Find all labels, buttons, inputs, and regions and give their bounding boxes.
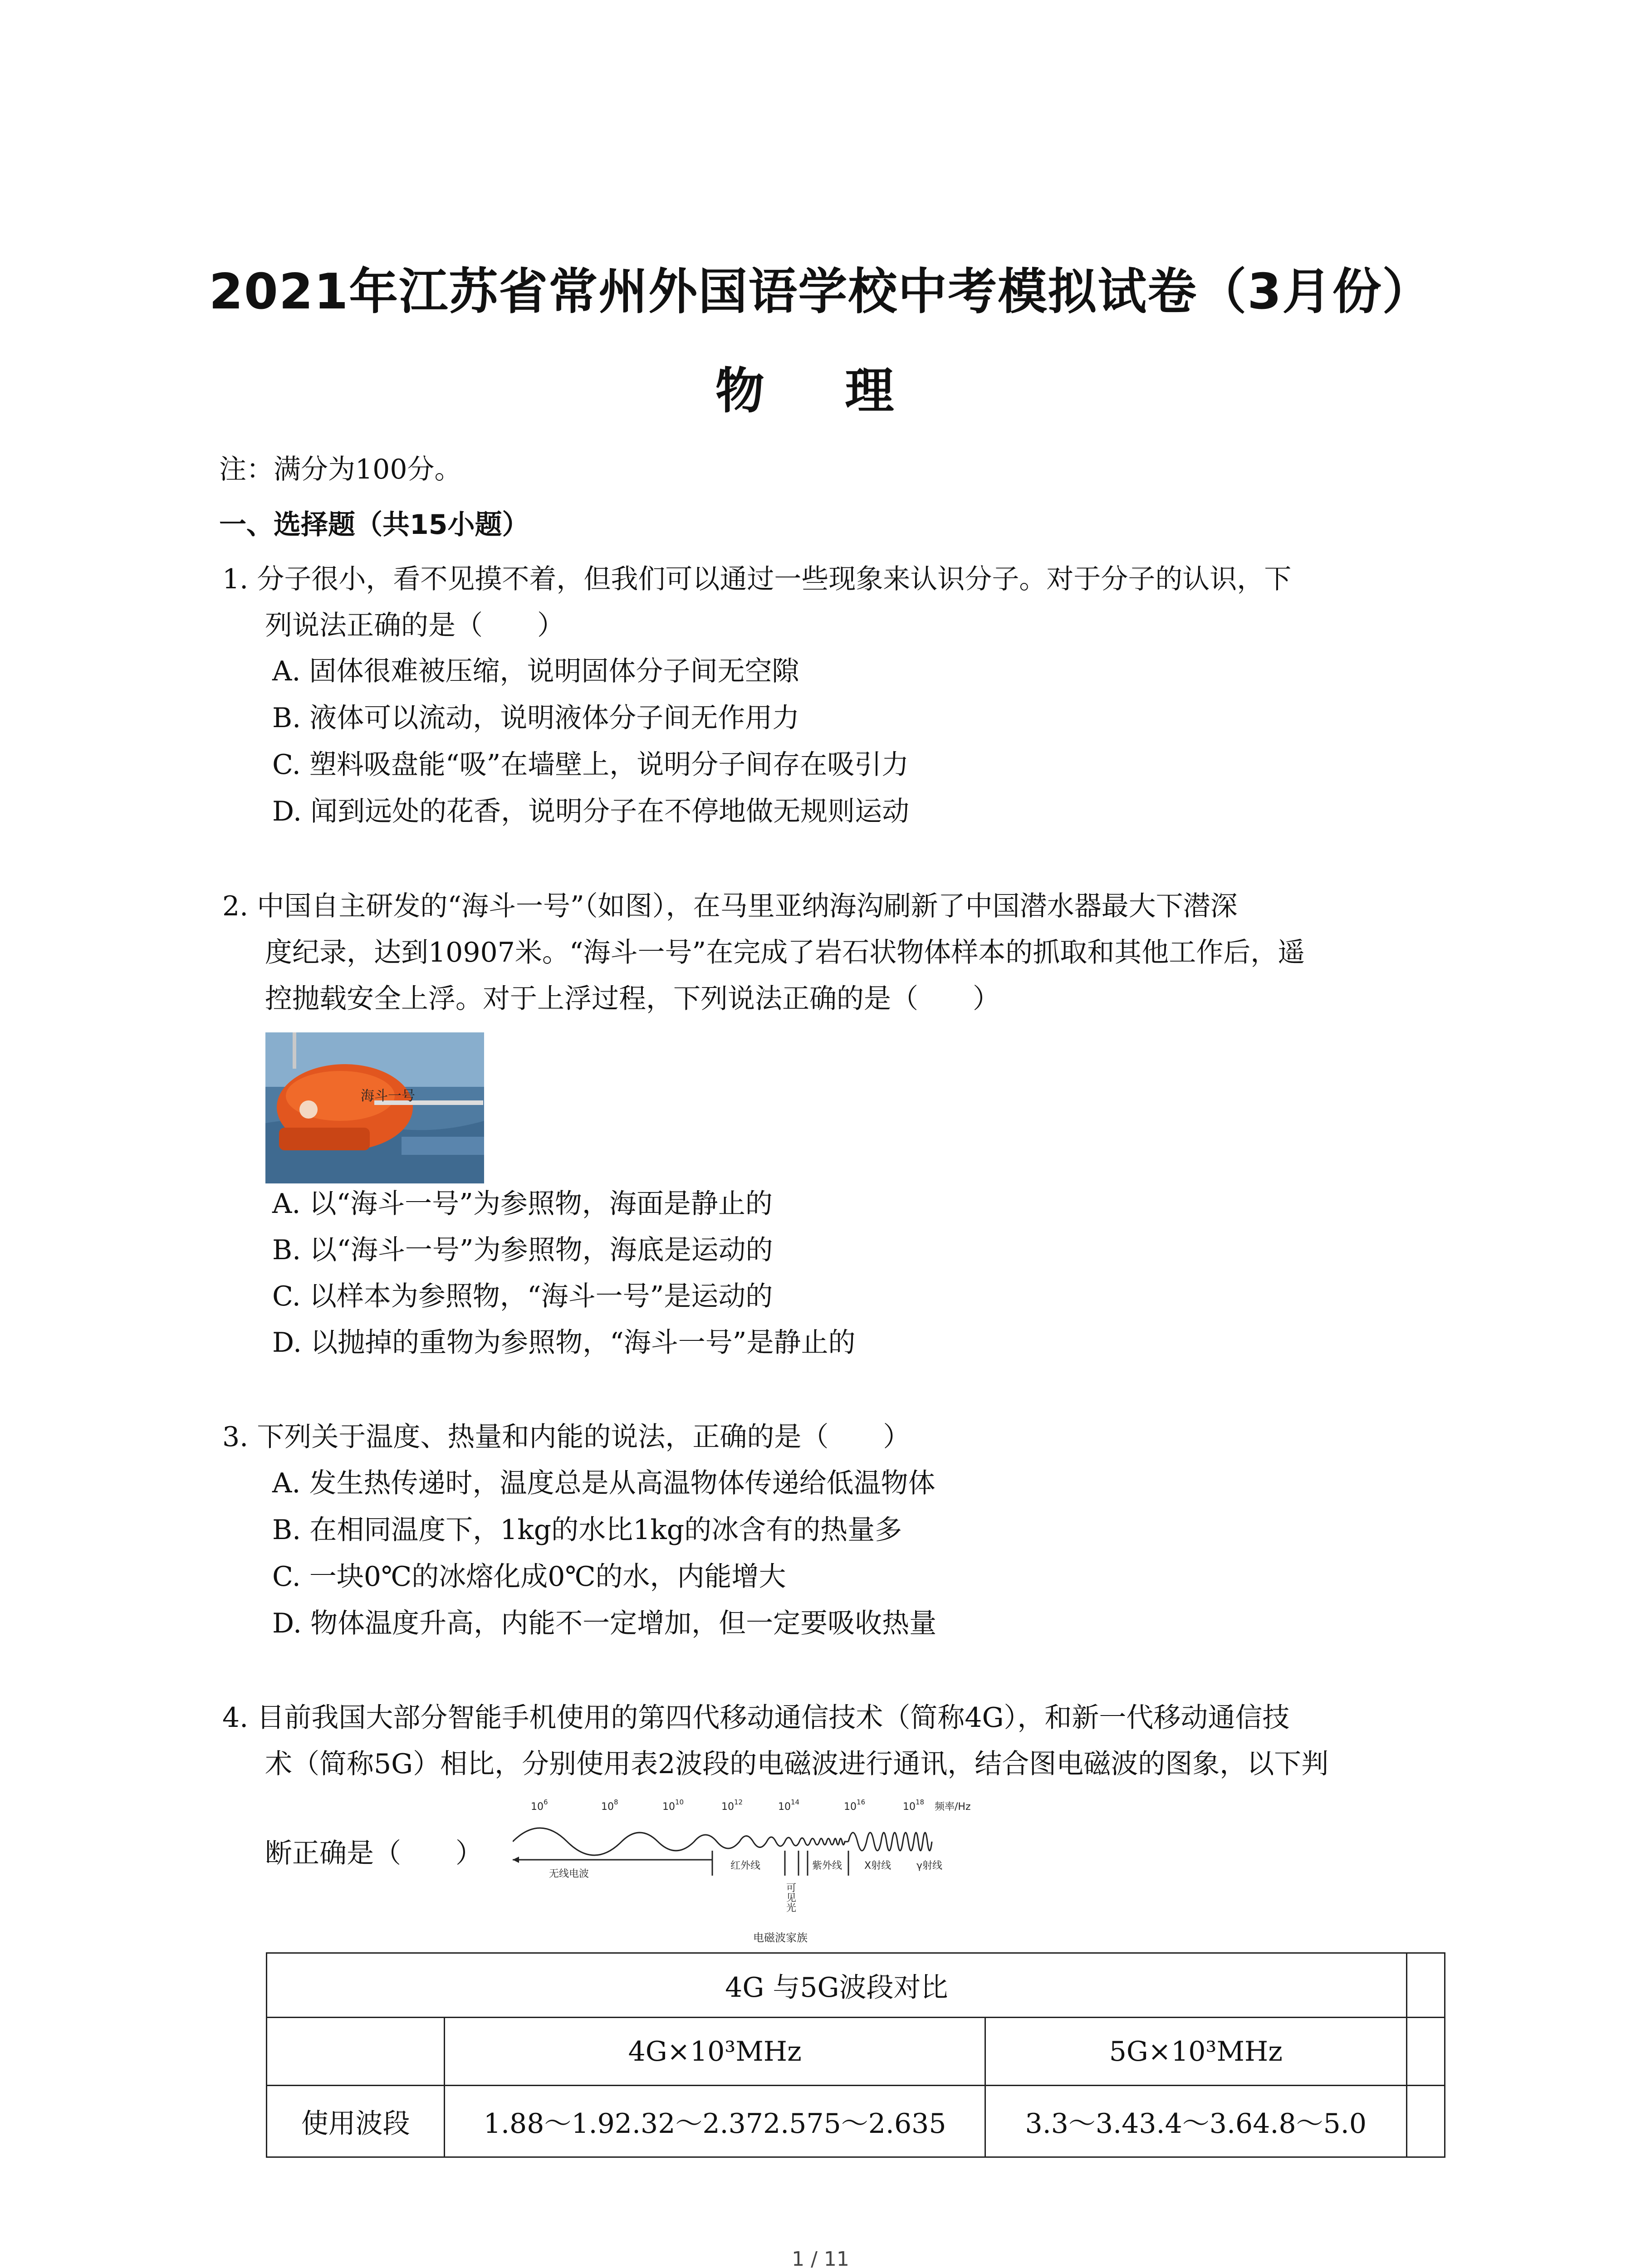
q1-option-b: B. 液体可以流动，说明液体分子间无作用力 (272, 702, 800, 734)
table-row-label: 使用波段 (267, 2086, 445, 2157)
svg-text:10: 10 (531, 1801, 544, 1813)
spectrum-axis-label: 频率/Hz (935, 1801, 971, 1813)
svg-text:10: 10 (903, 1801, 916, 1813)
score-note: 注：满分为100分。 (219, 454, 462, 485)
q4-stem-line3: 断正确是（ ） (265, 1838, 483, 1869)
svg-text:14: 14 (791, 1798, 800, 1806)
svg-text:10: 10 (721, 1801, 734, 1813)
table-value-4g: 1.88～1.92.32～2.372.575～2.635 (445, 2086, 985, 2157)
band-ultraviolet: 紫外线 (812, 1860, 843, 1872)
table-header-5g: 5G×10³MHz (985, 2018, 1406, 2086)
table-header-4g: 4G×10³MHz (445, 2018, 985, 2086)
4g-5g-comparison-table (266, 1952, 1445, 2158)
q1-stem-line1: 1. 分子很小，看不见摸不着，但我们可以通过一些现象来认识分子。对于分子的认识，下 (222, 563, 1292, 595)
submersible-photo (265, 1032, 484, 1183)
svg-text:10: 10 (844, 1801, 857, 1813)
em-spectrum-diagram (513, 1796, 1021, 1960)
svg-text:海斗一号: 海斗一号 (361, 1088, 415, 1104)
band-infrared: 红外线 (730, 1860, 761, 1872)
q3-stem-line1: 3. 下列关于温度、热量和内能的说法，正确的是（ ） (222, 1421, 911, 1453)
svg-text:10: 10 (675, 1798, 684, 1806)
svg-text:6: 6 (544, 1798, 548, 1806)
q1-option-d: D. 闻到远处的花香，说明分子在不停地做无规则运动 (272, 796, 910, 827)
svg-text:18: 18 (916, 1798, 925, 1806)
q1-option-c: C. 塑料吸盘能“吸”在墙壁上，说明分子间存在吸引力 (272, 749, 909, 781)
exam-title: 2021年江苏省常州外国语学校中考模拟试卷（3月份） (209, 264, 1432, 320)
svg-text:8: 8 (614, 1798, 618, 1806)
q4-stem-line1: 4. 目前我国大部分智能手机使用的第四代移动通信技术（简称4G），和新一代移动通信技 (222, 1702, 1290, 1734)
q4-stem-line2: 术（简称5G）相比，分别使用表2波段的电磁波进行通讯，结合图电磁波的图象，以下判 (265, 1748, 1329, 1780)
q1-option-a: A. 固体很难被压缩，说明固体分子间无空隙 (272, 655, 799, 687)
spectrum-wave (513, 1828, 932, 1855)
q2-option-d: D. 以抛掉的重物为参照物，“海斗一号”是静止的 (272, 1327, 856, 1359)
q3-option-c: C. 一块0℃的冰熔化成0℃的水，内能增大 (272, 1561, 786, 1593)
q2-stem-line1: 2. 中国自主研发的“海斗一号”（如图），在马里亚纳海沟刷新了中国潜水器最大下潜深 (222, 890, 1238, 922)
band-xray: X射线 (864, 1860, 892, 1872)
q2-stem-line3: 控抛载安全上浮。对于上浮过程，下列说法正确的是（ ） (265, 983, 1000, 1015)
q2-option-a: A. 以“海斗一号”为参照物，海面是静止的 (272, 1188, 773, 1220)
q2-option-c: C. 以样本为参照物，“海斗一号”是运动的 (272, 1281, 773, 1312)
section-heading: 一、选择题（共15小题） (219, 509, 529, 541)
svg-text:10: 10 (601, 1801, 614, 1813)
q3-option-a: A. 发生热传递时，温度总是从高温物体传递给低温物体 (272, 1467, 936, 1499)
svg-text:10: 10 (662, 1801, 675, 1813)
svg-text:16: 16 (857, 1798, 866, 1806)
svg-text:12: 12 (734, 1798, 743, 1806)
spectrum-exponent-labels (531, 1798, 924, 1813)
spectrum-caption: 电磁波家族 (753, 1931, 808, 1944)
svg-text:10: 10 (778, 1801, 791, 1813)
band-gamma: γ射线 (916, 1860, 943, 1872)
table-title: 4G 与5G波段对比 (267, 1953, 1407, 2018)
q1-stem-line2: 列说法正确的是（ ） (265, 610, 564, 641)
table-value-5g: 3.3～3.43.4～3.64.8～5.0 (985, 2086, 1406, 2157)
q3-option-b: B. 在相同温度下，1kg的水比1kg的冰含有的热量多 (272, 1514, 902, 1546)
q2-stem-line2: 度纪录，达到10907米。“海斗一号”在完成了岩石状物体样本的抓取和其他工作后，遥 (265, 937, 1305, 968)
band-radio: 无线电波 (549, 1868, 589, 1880)
band-visible: 可见光 (784, 1882, 796, 1912)
q3-option-d: D. 物体温度升高，内能不一定增加，但一定要吸收热量 (272, 1608, 937, 1639)
subject-title: 物 理 (715, 363, 926, 420)
q2-option-b: B. 以“海斗一号”为参照物，海底是运动的 (272, 1234, 773, 1266)
page-number: 1 / 11 (792, 2248, 849, 2268)
